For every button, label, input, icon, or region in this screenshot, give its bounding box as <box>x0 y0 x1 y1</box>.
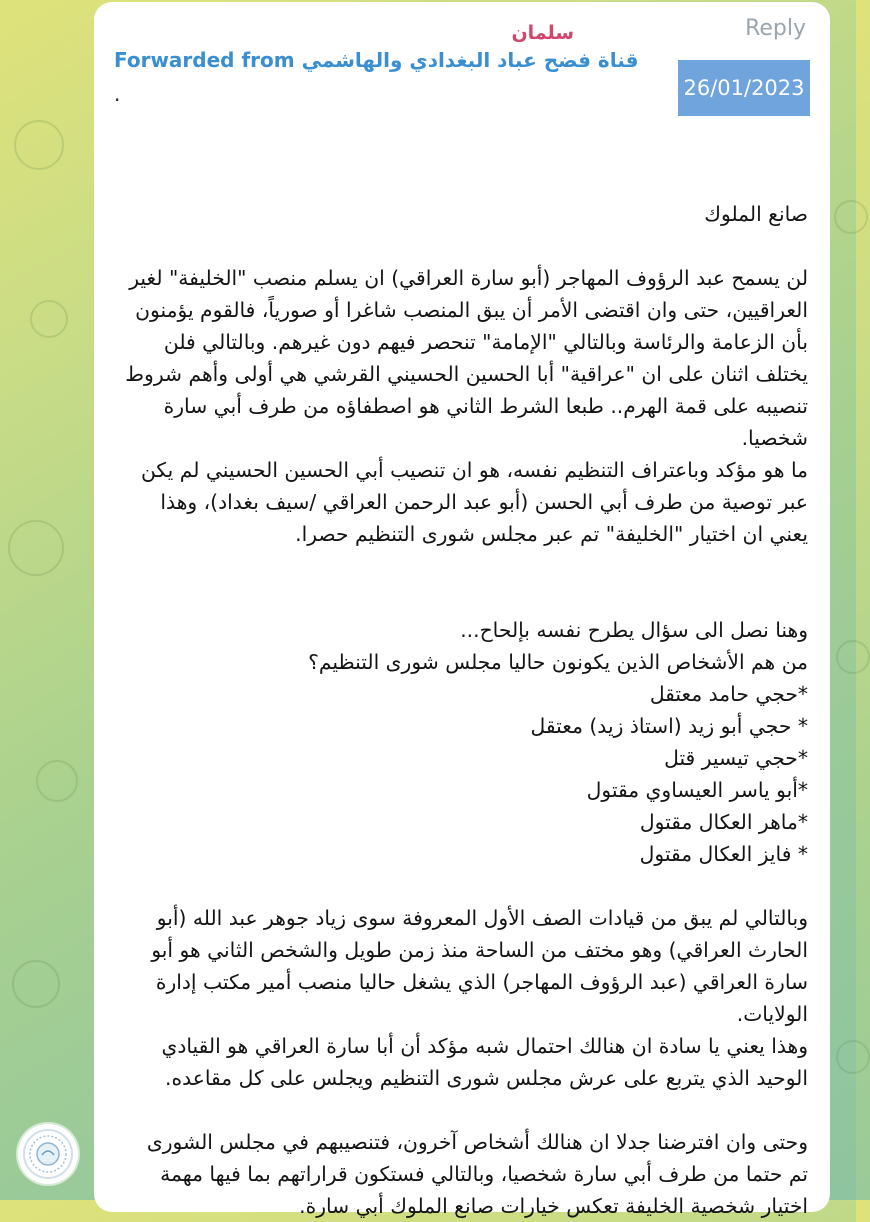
forwarded-channel-name[interactable]: قناة فضح عباد البغدادي والهاشمي <box>301 48 639 72</box>
message-paragraph: ما هو مؤكد وباعتراف التنظيم نفسه، هو ان تنصيب أبي الحسين الحسيني لم يكن عبر توصية من طرف أبي الحسن (أبو عبد الرحمن العراقي /سيف بغداد)، وهذا يعني ان اختيار "الخليفة" تم عبر مجلس شورى التنظيم حصرا. <box>140 458 808 546</box>
background-doodle <box>30 300 68 338</box>
sender-name[interactable]: سلمان <box>511 22 574 44</box>
list-item: *ماهر العكال مقتول <box>639 810 808 834</box>
list-item: *حجي تيسير قتل <box>664 746 808 770</box>
message-paragraph: لن يسمح عبد الرؤوف المهاجر (أبو سارة العراقي) ان يسلم منصب "الخليفة" لغير العراقيين، حتى وان اقتضى الأمر أن يبق المنصب شاغرا أو صورياً، فالقوم يؤمنون بأن الزعامة والرئاسة وبالتالي "الإمامة" تنحصر فيهم دون غيرهم. وبالتالي فلن يختلف اثنان على ان "عراقية" أبا الحسين الحسيني القرشي هي أولى وأهم شروط تنصيبه على قمة الهرم.. طبعا الشرط الثاني هو اصطفاؤه من طرف أبي سارة شخصيا. <box>125 266 808 450</box>
background-doodle <box>836 640 870 674</box>
background-doodle <box>36 760 78 802</box>
forwarded-prefix: Forwarded from <box>114 48 295 72</box>
background-doodle <box>836 1040 870 1074</box>
message-paragraph: وحتى وان افترضنا جدلا ان هنالك أشخاص آخرون، فتنصيبهم في مجلس الشورى تم حتما من طرف أبي سارة شخصيا، وبالتالي فستكون قراراتهم بما فيها مهمة اختيار شخصية الخليفة تعكس خيارات صانع الملوك أبي سارة. <box>146 1130 808 1218</box>
message-bubble <box>94 2 830 1218</box>
channel-logo-icon <box>22 1128 74 1180</box>
message-heading: صانع الملوك <box>704 202 808 226</box>
background-doodle <box>12 960 60 1008</box>
message-date-badge: 26/01/2023 <box>678 60 810 116</box>
list-item: * فايز العكال مقتول <box>639 842 808 866</box>
background-doodle <box>14 120 64 170</box>
list-item: * حجي أبو زيد (استاذ زيد) معتقل <box>530 714 808 738</box>
list-item: *أبو ياسر العيساوي مقتول <box>586 778 808 802</box>
message-paragraph: وبالتالي لم يبق من قيادات الصف الأول المعروفة سوى زياد جوهر عبد الله (أبو الحارث العراقي) وهو مختف من الساحة منذ زمن طويل والشخص الثاني هو أبو سارة العراقي (عبد الرؤوف المهاجر) الذي يشغل حاليا منصب أمير مكتب إدارة الولايات. <box>151 906 808 1026</box>
forwarded-header[interactable] <box>114 48 638 72</box>
message-paragraph: من هم الأشخاص الذين يكونون حاليا مجلس شورى التنظيم؟ <box>308 650 808 674</box>
message-paragraph: وهذا يعني يا سادة ان هنالك احتمال شبه مؤكد أن أبا سارة العراقي هو القيادي الوحيد الذي يتربع على عرش مجلس شورى التنظيم ويجلس على كل مقاعده. <box>161 1034 808 1090</box>
sender-avatar[interactable] <box>18 1124 78 1184</box>
list-item: *حجي حامد معتقل <box>649 682 808 706</box>
message-paragraph: وهنا نصل الى سؤال يطرح نفسه بإلحاح... <box>460 618 808 642</box>
background-doodle <box>834 200 868 234</box>
message-dot: . <box>114 82 121 106</box>
background-doodle <box>8 520 64 576</box>
message-body <box>122 198 808 1222</box>
reply-link[interactable]: Reply <box>745 16 806 41</box>
